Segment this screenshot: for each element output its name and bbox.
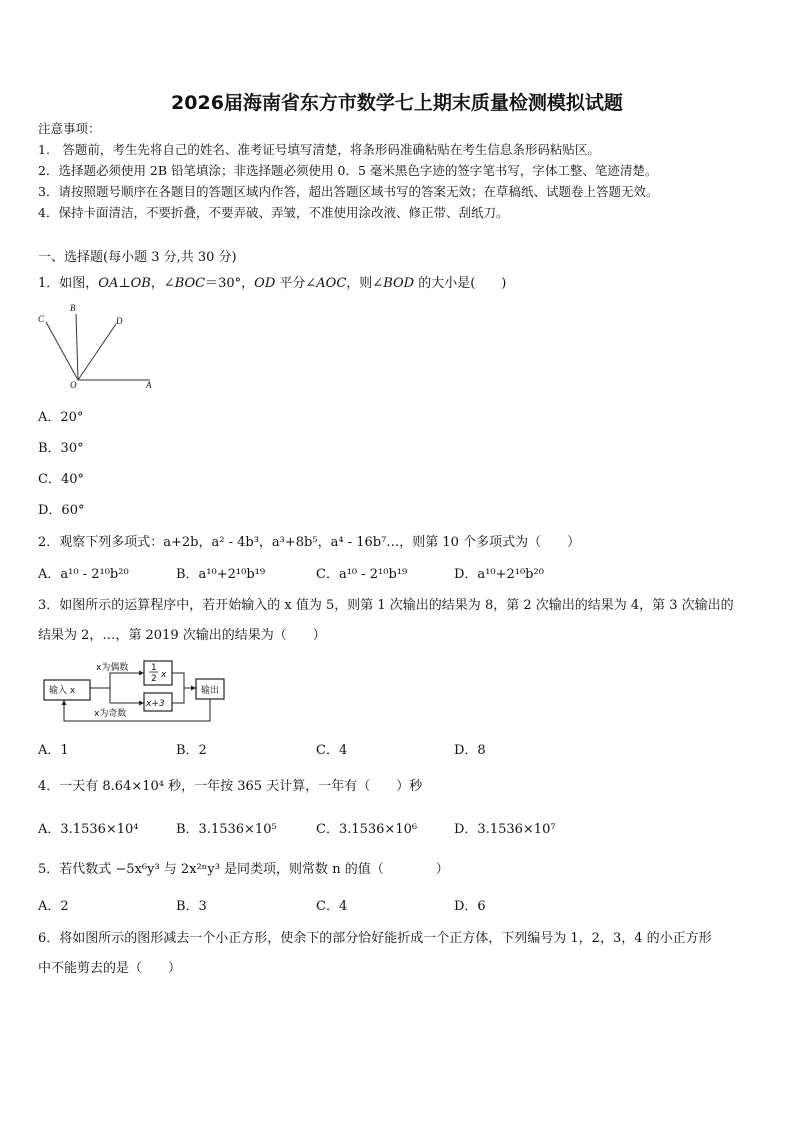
odd-label: x为奇数 xyxy=(94,709,127,719)
q1-text: ⊥ xyxy=(118,276,131,291)
label-d: D xyxy=(116,316,123,326)
even-label: x为偶数 xyxy=(96,663,129,673)
label-a: A xyxy=(146,380,152,390)
q2-option-c[interactable]: C．a¹⁰ - 2¹⁰b¹⁹ xyxy=(316,567,408,582)
q3-option-d[interactable]: D．8 xyxy=(454,743,486,758)
question-1 xyxy=(38,272,506,291)
q1-option-a[interactable]: A．20° xyxy=(38,410,84,425)
q5-option-c[interactable]: C．4 xyxy=(316,899,348,914)
half-den: 2 xyxy=(151,674,157,684)
label-b: B xyxy=(70,303,76,313)
notice-item-4: 4．保持卡面清洁，不要折叠，不要弄破、弄皱，不准使用涂改液、修正带、刮纸刀。 xyxy=(38,205,509,220)
q1-num: 1． xyxy=(38,276,60,291)
q1-var: OB xyxy=(130,276,151,291)
ray-oc xyxy=(46,322,78,380)
question-3-line1: 3．如图所示的运算程序中，若开始输入的 x 值为 5，则第 1 次输出的结果为 8，第 2 次输出的结果为 4，第 3 次输出的 xyxy=(38,598,734,613)
flowchart xyxy=(40,655,230,725)
notice-item-1: 1. 答题前，考生先将自己的姓名、准考证号填写清楚，将条形码准确粘贴在考生信息条形码粘贴区。 xyxy=(38,142,600,157)
arrowhead xyxy=(139,671,144,676)
q1-option-c[interactable]: C．40° xyxy=(38,472,84,487)
question-2: 2．观察下列多项式：a+2b，a² - 4b³，a³+8b⁵，a⁴ - 16b⁷…，则第 10 个多项式为（ ） xyxy=(38,535,581,550)
question-3-line2: 结果为 2，…，第 2019 次输出的结果为（ ） xyxy=(38,628,326,643)
q1-text: ＝30°， xyxy=(205,276,255,291)
ray-od xyxy=(78,324,116,380)
input-label: 输入 x xyxy=(49,686,76,696)
q1-text: ，则∠ xyxy=(346,276,384,291)
arrowhead xyxy=(139,701,144,706)
q1-text: 的大小是( ) xyxy=(414,276,507,291)
q2-option-a[interactable]: A．a¹⁰ - 2¹⁰b²⁰ xyxy=(38,567,129,582)
q1-text: 如图， xyxy=(59,276,99,291)
q3-option-c[interactable]: C．4 xyxy=(316,743,348,758)
q1-text: 平分∠ xyxy=(275,276,317,291)
q3-option-b[interactable]: B．2 xyxy=(176,743,207,758)
half-x: x xyxy=(161,670,167,680)
output-label: 输出 xyxy=(201,686,220,696)
q5-option-b[interactable]: B．3 xyxy=(176,899,207,914)
q5-option-d[interactable]: D．6 xyxy=(454,899,486,914)
question-6-line1: 6．将如图所示的图形减去一个小正方形，使余下的部分恰好能折成一个正方体，下列编号为 1，2，3，4 的小正方形 xyxy=(38,931,712,946)
arrowhead xyxy=(191,686,196,691)
line-to-output xyxy=(172,673,196,688)
q3-option-a[interactable]: A．1 xyxy=(38,743,69,758)
arrow-even xyxy=(90,673,144,688)
q4-option-c[interactable]: C．3.1536×10⁶ xyxy=(316,822,418,837)
question-4: 4．一天有 8.64×10⁴ 秒，一年按 365 天计算，一年有（ ）秒 xyxy=(38,779,423,794)
question-5: 5．若代数式 −5x⁶y³ 与 2x²ⁿy³ 是同类项，则常数 n 的值（ ） xyxy=(38,862,449,877)
q1-var: AOC xyxy=(316,276,347,291)
label-o: O xyxy=(70,380,77,390)
q4-option-a[interactable]: A．3.1536×10⁴ xyxy=(38,822,139,837)
q2-option-d[interactable]: D．a¹⁰+2¹⁰b²⁰ xyxy=(454,567,544,582)
line-to-output xyxy=(172,688,184,703)
q4-option-d[interactable]: D．3.1536×10⁷ xyxy=(454,822,556,837)
question-6-line2: 中不能剪去的是（ ） xyxy=(38,961,182,976)
q1-var: OA xyxy=(98,276,119,291)
loop-line xyxy=(64,699,210,721)
q1-var: BOC xyxy=(174,276,206,291)
notice-heading: 注意事项： xyxy=(38,121,101,136)
section-heading: 一、选择题(每小题 3 分,共 30 分) xyxy=(38,250,237,265)
angle-diagram xyxy=(30,300,160,392)
q4-option-b[interactable]: B．3.1536×10⁵ xyxy=(176,822,277,837)
notice-item-3: 3．请按照题号顺序在各题目的答题区域内作答，超出答题区域书写的答案无效；在草稿纸、试题卷上答题无效。 xyxy=(38,184,659,199)
q2-option-b[interactable]: B．a¹⁰+2¹⁰b¹⁹ xyxy=(176,567,266,582)
plus3-label: x+3 xyxy=(146,699,165,709)
page-title: 2026届海南省东方市数学七上期末质量检测模拟试题 xyxy=(171,92,623,114)
q1-text: ，∠ xyxy=(150,276,175,291)
q1-var: BOD xyxy=(383,276,415,291)
q5-option-a[interactable]: A．2 xyxy=(38,899,69,914)
notice-item-2: 2．选择题必须使用 2B 铅笔填涂；非选择题必须使用 0．5 毫米黑色字迹的签字笔书写，字体工整、笔迹清楚。 xyxy=(38,163,658,178)
ray-ob xyxy=(76,314,78,380)
q1-var: OD xyxy=(254,276,276,291)
label-c: C xyxy=(38,314,45,324)
arrowhead xyxy=(62,700,67,705)
q1-option-d[interactable]: D．60° xyxy=(38,503,85,518)
q1-option-b[interactable]: B．30° xyxy=(38,441,84,456)
half-num: 1 xyxy=(151,663,157,673)
half-box xyxy=(144,661,172,685)
